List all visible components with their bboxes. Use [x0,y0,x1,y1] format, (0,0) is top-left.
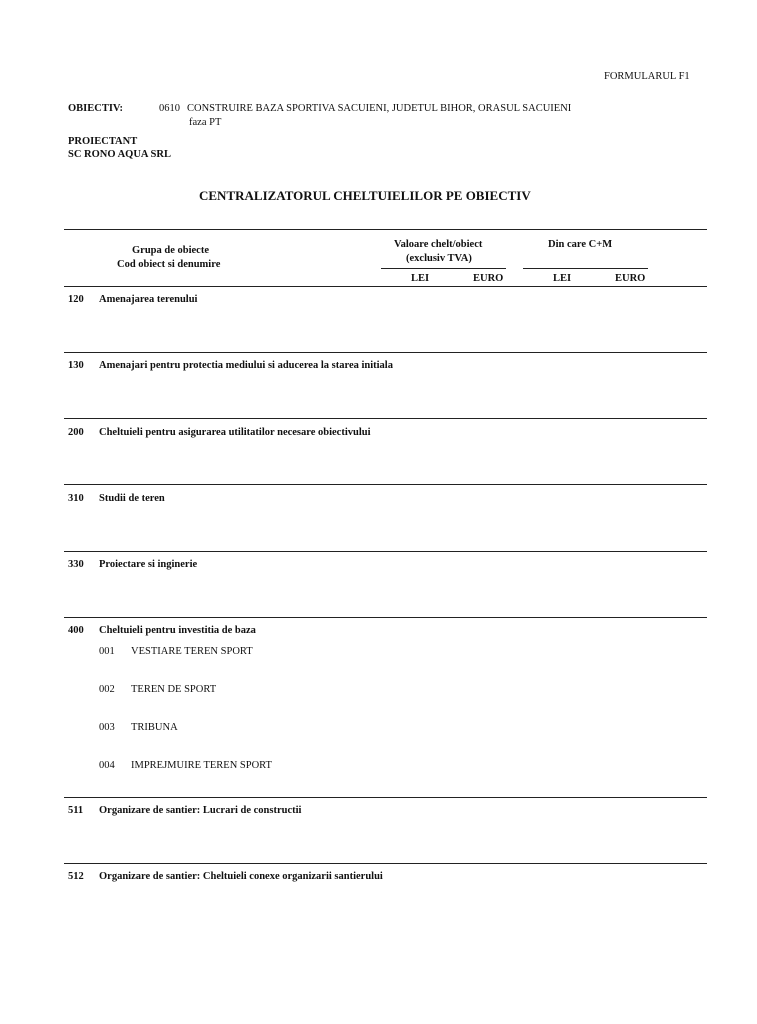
objective-label: OBIECTIV: [68,103,124,114]
header-group-line2: Cod obiect si denumire [117,259,221,270]
group-separator [64,352,707,353]
group-code: 511 [68,805,84,816]
group-name: Organizare de santier: Lucrari de constructii [99,805,302,816]
item-name: VESTIARE TEREN SPORT [131,646,253,657]
group-code: 512 [68,871,84,882]
header-cm-label: Din care C+M [548,239,613,250]
document-title: CENTRALIZATORUL CHELTUIELILOR PE OBIECTIV [199,188,531,203]
objective-code: 0610 [159,103,180,114]
header-lei-2: LEI [553,273,572,284]
group-separator [64,617,707,618]
header-top-rule [64,229,707,230]
group-code: 120 [68,294,84,305]
group-separator [64,418,707,419]
item-code: 004 [99,760,115,771]
group-code: 310 [68,493,84,504]
item-code: 002 [99,684,115,695]
header-euro-2: EURO [615,273,646,284]
item-name: TEREN DE SPORT [131,684,217,695]
group-name: Proiectare si inginerie [99,559,198,570]
group-name: Amenajari pentru protectia mediului si aducerea la starea initiala [99,360,393,371]
header-value-line1: Valoare chelt/obiect [394,239,483,250]
header-value-line2: (exclusiv TVA) [406,253,472,264]
group-name: Organizare de santier: Cheltuieli conexe organizarii santierului [99,871,383,882]
group-name: Amenajarea terenului [99,294,198,305]
designer-label: PROIECTANT [68,136,138,147]
group-code: 330 [68,559,84,570]
group-separator [64,797,707,798]
objective-phase: faza PT [189,117,222,128]
designer-name: SC RONO AQUA SRL [68,149,171,160]
group-name: Studii de teren [99,493,165,504]
group-name: Cheltuieli pentru asigurarea utilitatilor necesare obiectivului [99,427,371,438]
header-bottom-rule [64,286,707,287]
header-euro-1: EURO [473,273,504,284]
header-cm-rule [523,268,648,269]
group-code: 400 [68,625,84,636]
item-code: 003 [99,722,115,733]
group-code: 130 [68,360,84,371]
item-name: IMPREJMUIRE TEREN SPORT [131,760,272,771]
group-separator [64,484,707,485]
item-code: 001 [99,646,115,657]
form-label: FORMULARUL F1 [604,71,690,82]
item-name: TRIBUNA [131,722,178,733]
header-group-line1: Grupa de obiecte [132,245,209,256]
group-name: Cheltuieli pentru investitia de baza [99,625,256,636]
group-separator [64,551,707,552]
header-value-rule [381,268,506,269]
group-code: 200 [68,427,84,438]
header-lei-1: LEI [411,273,430,284]
group-separator [64,863,707,864]
objective-name: CONSTRUIRE BAZA SPORTIVA SACUIENI, JUDETUL BIHOR, ORASUL SACUIENI [187,103,572,114]
